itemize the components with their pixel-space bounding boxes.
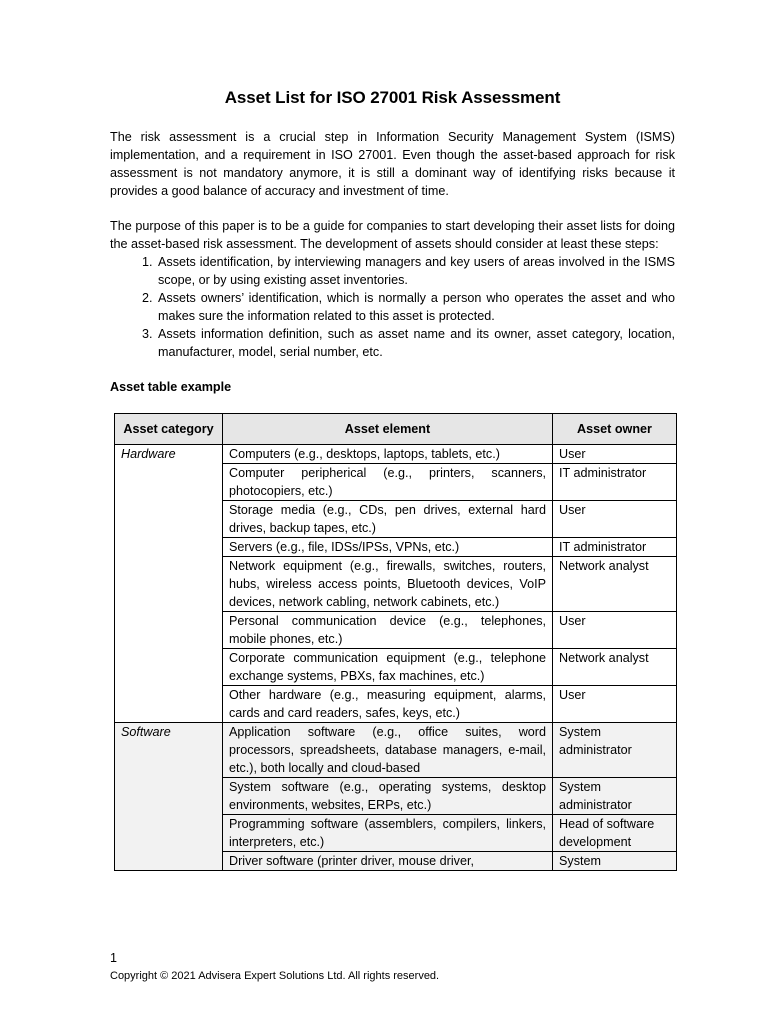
asset-element: Programming software (assemblers, compilers, linkers, interpreters, etc.) bbox=[223, 815, 553, 852]
asset-owner: System administrator bbox=[553, 778, 677, 815]
asset-element: Personal communication device (e.g., telephones, mobile phones, etc.) bbox=[223, 612, 553, 649]
asset-owner: System bbox=[553, 852, 677, 871]
header-asset-owner: Asset owner bbox=[553, 414, 677, 445]
purpose-paragraph: The purpose of this paper is to be a guide for companies to start developing their asset lists for doing the asset-based risk assessment. The development of assets should consider at least these steps: bbox=[110, 219, 675, 251]
asset-table bbox=[114, 413, 677, 871]
table-row bbox=[115, 445, 677, 464]
table-header-row bbox=[115, 414, 677, 445]
list-item: 1. Assets identification, by interviewing managers and key users of areas involved in the ISMS scope, or by using existing asset inventories. bbox=[156, 253, 675, 289]
header-asset-element: Asset element bbox=[223, 414, 553, 445]
asset-owner: IT administrator bbox=[553, 464, 677, 501]
asset-element: Application software (e.g., office suites, word processors, spreadsheets, database managers, e-mail, etc.), both locally and cloud-based bbox=[223, 723, 553, 778]
page-footer bbox=[110, 950, 439, 984]
asset-element: Driver software (printer driver, mouse driver, bbox=[223, 852, 553, 871]
asset-owner: Network analyst bbox=[553, 557, 677, 612]
copyright-notice: Copyright © 2021 Advisera Expert Solutions Ltd. All rights reserved. bbox=[110, 970, 440, 982]
asset-element: Storage media (e.g., CDs, pen drives, external hard drives, backup tapes, etc.) bbox=[223, 501, 553, 538]
asset-element: System software (e.g., operating systems, desktop environments, websites, ERPs, etc.) bbox=[223, 778, 553, 815]
asset-element: Computers (e.g., desktops, laptops, tablets, etc.) bbox=[223, 445, 553, 464]
asset-element: Network equipment (e.g., firewalls, switches, routers, hubs, wireless access points, Bluetooth devices, VoIP devices, network cabling, network cabinets, etc.) bbox=[223, 557, 553, 612]
document-page bbox=[110, 88, 675, 871]
page-title: Asset List for ISO 27001 Risk Assessment bbox=[224, 88, 561, 107]
intro-paragraph: The risk assessment is a crucial step in Information Security Management System (ISMS) implementation, and a requirement in ISO 27001. Even though the asset-based approach for risk assessment is not mandatory anymore, it is still a dominant way of identifying risks because it provides a good balance of accuracy and investment of time. bbox=[110, 130, 675, 198]
list-item: 2. Assets owners’ identification, which is normally a person who operates the asset and who makes sure the information related to this asset is protected. bbox=[156, 289, 675, 325]
page-number: 1 bbox=[110, 951, 118, 965]
asset-owner: User bbox=[553, 686, 677, 723]
asset-element: Computer peripherical (e.g., printers, scanners, photocopiers, etc.) bbox=[223, 464, 553, 501]
table-heading: Asset table example bbox=[110, 380, 232, 394]
list-item: 3. Assets information definition, such as asset name and its owner, asset category, location, manufacturer, model, serial number, etc. bbox=[156, 325, 675, 361]
category-software: Software bbox=[115, 723, 223, 871]
asset-owner: User bbox=[553, 612, 677, 649]
asset-owner: System administrator bbox=[553, 723, 677, 778]
asset-owner: Head of software development bbox=[553, 815, 677, 852]
table-row bbox=[115, 723, 677, 778]
asset-owner: User bbox=[553, 501, 677, 538]
asset-element: Corporate communication equipment (e.g., telephone exchange systems, PBXs, fax machines, etc.) bbox=[223, 649, 553, 686]
category-hardware: Hardware bbox=[115, 445, 223, 723]
asset-owner: IT administrator bbox=[553, 538, 677, 557]
asset-element: Other hardware (e.g., measuring equipment, alarms, cards and card readers, safes, keys, etc.) bbox=[223, 686, 553, 723]
asset-owner: User bbox=[553, 445, 677, 464]
asset-owner: Network analyst bbox=[553, 649, 677, 686]
steps-list bbox=[110, 253, 675, 361]
header-asset-category: Asset category bbox=[115, 414, 223, 445]
asset-element: Servers (e.g., file, IDSs/IPSs, VPNs, etc.) bbox=[223, 538, 553, 557]
